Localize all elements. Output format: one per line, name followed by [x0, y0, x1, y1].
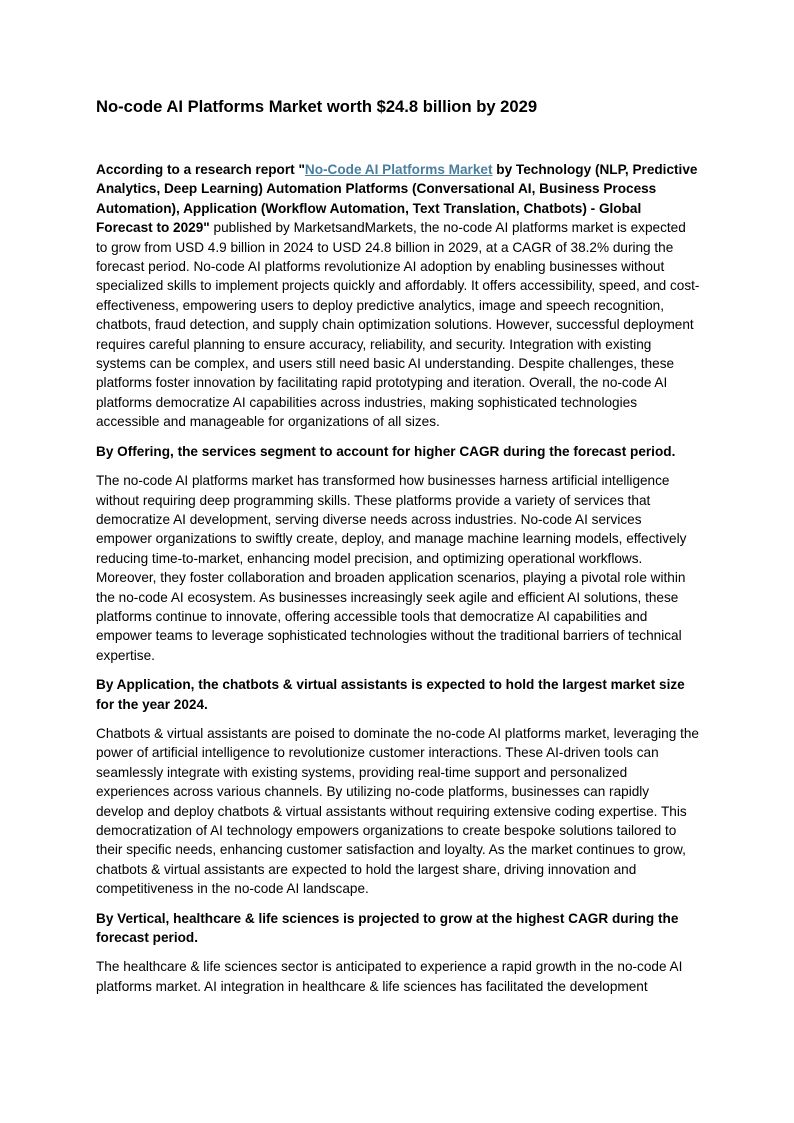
intro-body: published by MarketsandMarkets, the no-code AI platforms market is expected to grow from USD 4.9 billion in 2024 to USD 24.8 billion in 2029, at a CAGR of 38.2% during the forecast period. No-code AI platforms revolutionize AI adoption by enabling businesses without specialized skills to implement projects quickly and affordably. It offers accessibility, speed, and cost-effectiveness, empowering users to deploy predictive analytics, image and speech recognition, chatbots, fraud detection, and supply chain optimization solutions. However, successful deployment requires careful planning to ensure accuracy, reliability, and security. Integration with existing systems can be complex, and users still need basic AI understanding. Despite challenges, these platforms foster innovation by facilitating rapid prototyping and iteration. Overall, the no-code AI platforms democratize AI capabilities across industries, making sophisticated technologies accessible and manageable for organizations of all sizes. [96, 220, 700, 430]
section-heading-vertical: By Vertical, healthcare & life sciences is projected to grow at the highest CAGR during the forecast period. [96, 910, 679, 946]
document-title: No-code AI Platforms Market worth $24.8 billion by 2029 [96, 97, 538, 116]
report-link[interactable]: No-Code AI Platforms Market [304, 162, 493, 177]
section-text-offering: The no-code AI platforms market has transformed how businesses harness artificial intelligence without requiring deep programming skills. These platforms provide a variety of services that democratize AI development, serving diverse needs across industries. No-code AI services empower organizations to swiftly create, deploy, and manage machine learning models, effectively reducing time-to-market, enhancing model precision, and optimizing operational workflows. Moreover, they foster collaboration and broaden application scenarios, playing a pivotal role within the no-code AI ecosystem. As businesses increasingly seek agile and efficient AI solutions, these platforms continue to innovate, offering accessible tools that democratize AI capabilities and empower teams to leverage sophisticated technologies without the traditional barriers of technical expertise. [96, 473, 687, 663]
section-text-vertical: The healthcare & life sciences sector is anticipated to experience a rapid growth in the no-code AI platforms market. AI integration in healthcare & life sciences has facilitated the development [96, 959, 683, 994]
report-title: by Technology (NLP, Predictive Analytics, Deep Learning) Automation Platforms (Conversational AI, Business Process Automation), Application (Workflow Automation, Text Translation, Chatbots) - Global Forecast to 2029" [96, 162, 698, 236]
section-text-application: Chatbots & virtual assistants are poised to dominate the no-code AI platforms market, leveraging the power of artificial intelligence to revolutionize customer interactions. These AI-driven tools can seamlessly integrate with existing systems, providing real-time support and personalized experiences across various channels. By utilizing no-code platforms, businesses can rapidly develop and deploy chatbots & virtual assistants without requiring extensive coding expertise. This democratization of AI technology empowers organizations to create bespoke solutions tailored to their specific needs, enhancing customer satisfaction and loyalty. As the market continues to grow, chatbots & virtual assistants are expected to hold the largest share, driving innovation and competitiveness in the no-code AI landscape. [96, 725, 699, 897]
intro-lead: According to a research report " [96, 162, 305, 177]
section-heading-offering: By Offering, the services segment to account for higher CAGR during the forecast period. [96, 443, 676, 459]
document-body [96, 160, 700, 1006]
intro-paragraph [96, 160, 700, 432]
section-heading-application: By Application, the chatbots & virtual assistants is expected to hold the largest market size for the year 2024. [96, 677, 685, 712]
